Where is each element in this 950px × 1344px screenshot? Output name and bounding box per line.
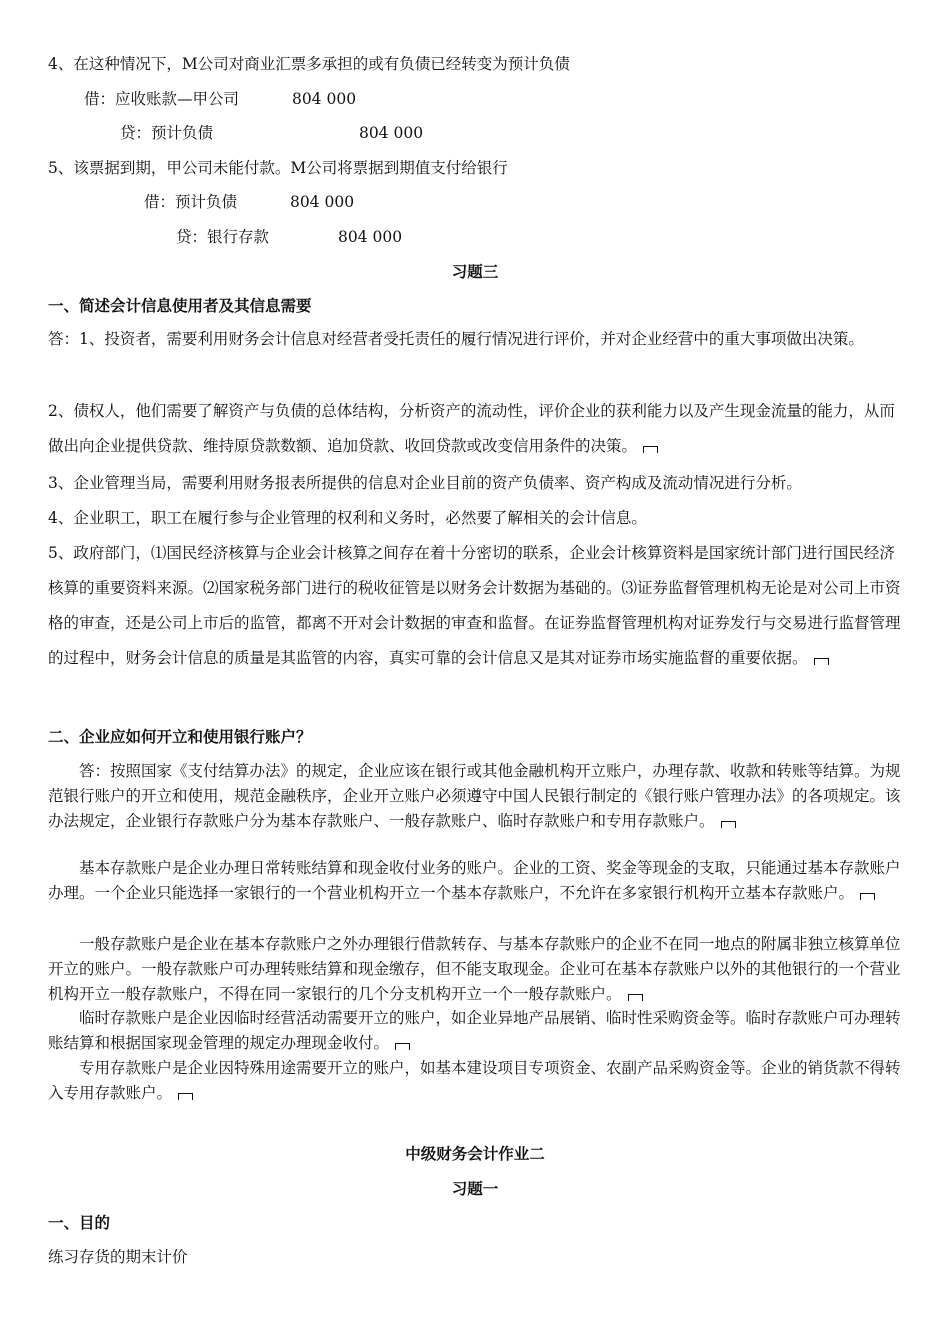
q2-answer-intro	[48, 759, 906, 834]
paragraph-mark-icon	[860, 893, 875, 900]
assignment-2-title: 中级财务会计作业二	[405, 1145, 545, 1163]
exercise-3-title: 习题三	[451, 263, 499, 281]
q1-answer-creditors	[48, 394, 906, 464]
q1-answer-government-text: 5、政府部门，⑴国民经济核算与企业会计核算之间存在着十分密切的联系，企业会计核算资料是国家统计部门进行国民经济核算的重要资料来源。⑵国家税务部门进行的税收征管是以财务会计数据为基础的。⑶证券监督管理机构无论是对公司上市资格的审查，还是公司上市后的监管，都离不开对会计数据的审查和监督。在证券监督管理机构对证券发行与交易进行监督管理的过程中，财务会计信息的质量是其监管的内容，真实可靠的会计信息又是其对证券市场实施监督的重要依据。	[48, 544, 901, 667]
goal-heading: 一、目的	[48, 1214, 111, 1232]
entry-5-credit-label: 贷：银行存款	[176, 228, 270, 246]
entry-4-credit-label: 贷：预计负债	[120, 124, 214, 142]
q1-answer-employees: 4、企业职工，职工在履行参与企业管理的权利和义务时，必然要了解相关的会计信息。	[48, 509, 647, 527]
q2-special-account	[48, 1056, 906, 1106]
entry-4-debit-label: 借：应收账款—甲公司	[84, 90, 240, 108]
entry-5-debit-label: 借：预计负债	[144, 193, 238, 211]
entry-4-debit-amount: 804 000	[291, 90, 357, 108]
paragraph-mark-icon	[721, 821, 736, 828]
q2-general-account	[48, 932, 906, 1007]
entry-4-credit-amount: 804 000	[358, 124, 424, 142]
paragraph-mark-icon	[395, 1043, 410, 1050]
entry-4-debit	[84, 89, 356, 109]
item-4-text: 4、在这种情况下，M公司对商业汇票多承担的或有负债已经转变为预计负债	[48, 55, 570, 73]
q2-temporary-account	[48, 1006, 906, 1056]
entry-5-credit-amount: 804 000	[337, 228, 403, 246]
paragraph-mark-icon	[178, 1093, 193, 1100]
question-1-heading: 一、简述会计信息使用者及其信息需要	[48, 297, 312, 315]
q1-answer-government	[48, 536, 906, 676]
entry-5-debit-amount: 804 000	[289, 193, 355, 211]
q2-answer-intro-text: 答：按照国家《支付结算办法》的规定，企业应该在银行或其他金融机构开立账户，办理存款、收款和转账等结算。为规范银行账户的开立和使用，规范金融秩序，企业开立账户必须遵守中国人民银行制定的《银行账户管理办法》的各项规定。该办法规定，企业银行存款账户分为基本存款账户、一般存款账户、临时存款账户和专用存款账户。	[48, 762, 901, 830]
q2-basic-account-text: 基本存款账户是企业办理日常转账结算和现金收付业务的账户。企业的工资、奖金等现金的支取，只能通过基本存款账户办理。一个企业只能选择一家银行的一个营业机构开立一个基本存款账户，不允许在多家银行机构开立基本存款账户。	[48, 859, 901, 902]
entry-5-credit	[176, 227, 402, 247]
q2-basic-account	[48, 856, 906, 906]
item-5-text: 5、该票据到期，甲公司未能付款。M公司将票据到期值支付给银行	[48, 159, 508, 177]
assignment-2-exercise-title: 习题一	[451, 1180, 499, 1198]
paragraph-mark-icon	[814, 658, 829, 665]
entry-4-credit	[120, 123, 423, 143]
paragraph-mark-icon	[628, 994, 643, 1001]
paragraph-mark-icon	[643, 446, 658, 453]
q1-answer-creditors-text: 2、债权人，他们需要了解资产与负债的总体结构，分析资产的流动性，评价企业的获利能力以及产生现金流量的能力，从而做出向企业提供贷款、维持原贷款数额、追加贷款、收回贷款或改变信用条件的决策。	[48, 402, 895, 455]
q1-answer-management: 3、企业管理当局，需要利用财务报表所提供的信息对企业目前的资产负债率、资产构成及流动情况进行分析。	[48, 474, 802, 492]
q1-answer-investors: 答：1、投资者，需要利用财务会计信息对经营者受托责任的履行情况进行评价，并对企业经营中的重大事项做出决策。	[48, 330, 864, 348]
entry-5-debit	[144, 192, 354, 212]
goal-text: 练习存货的期末计价	[48, 1248, 188, 1266]
q2-general-account-text: 一般存款账户是企业在基本存款账户之外办理银行借款转存、与基本存款账户的企业不在同一地点的附属非独立核算单位开立的账户。一般存款账户可办理转账结算和现金缴存，但不能支取现金。企业可在基本存款账户以外的其他银行的一个营业机构开立一般存款账户，不得在同一家银行的几个分支机构开立一个一般存款账户。	[48, 935, 901, 1003]
q2-temporary-account-text: 临时存款账户是企业因临时经营活动需要开立的账户，如企业异地产品展销、临时性采购资金等。临时存款账户可办理转账结算和根据国家现金管理的规定办理现金收付。	[48, 1009, 901, 1052]
q2-special-account-text: 专用存款账户是企业因特殊用途需要开立的账户，如基本建设项目专项资金、农副产品采购资金等。企业的销货款不得转入专用存款账户。	[48, 1059, 901, 1102]
question-2-heading: 二、企业应如何开立和使用银行账户？	[48, 728, 312, 746]
